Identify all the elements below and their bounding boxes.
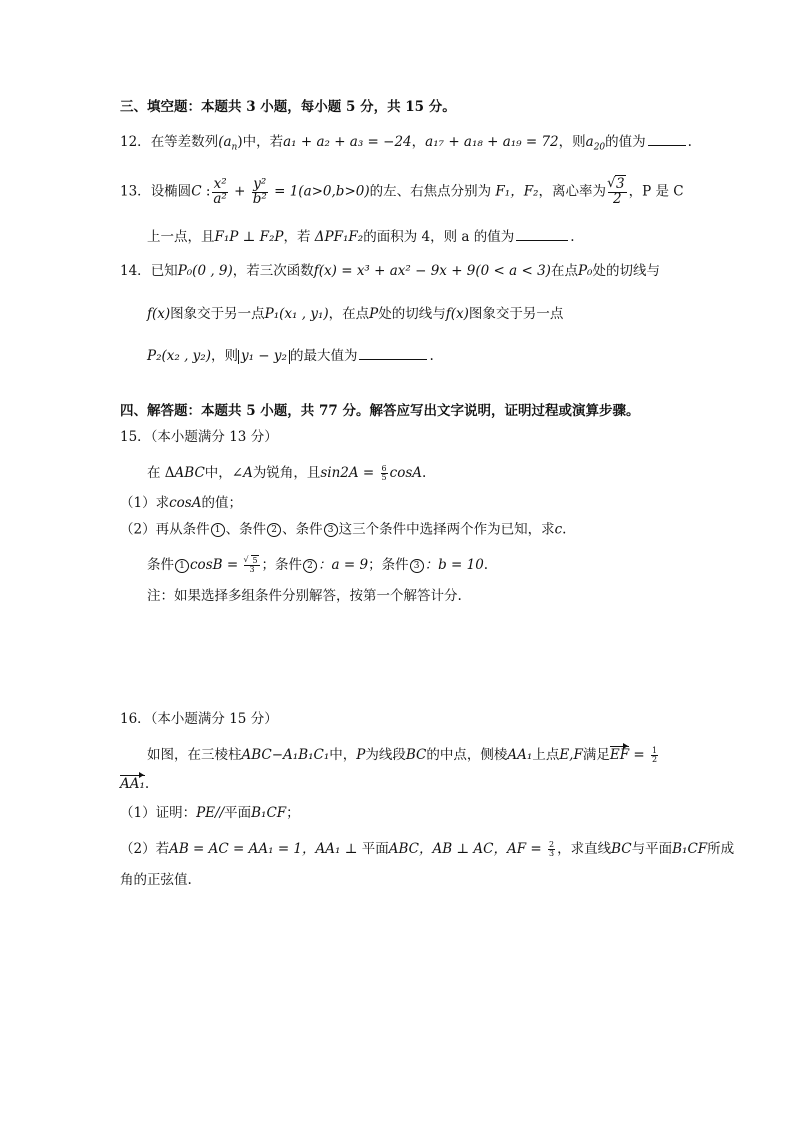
q14-l2-p: P (369, 306, 379, 322)
q16-s1: 如图，在三棱柱 (147, 747, 242, 763)
q14-l2-f: f(x) (147, 306, 171, 322)
q13-text4: ，P 是 C (628, 183, 684, 200)
condition-1-badge: 1 (211, 523, 225, 537)
q12-seq-close: ) (237, 134, 243, 150)
q16-p2-frac (548, 841, 555, 858)
q13-triangle: ΔPF₁F₂ (310, 229, 364, 245)
q15-cond-a: ：a = 9 (318, 557, 369, 573)
question-14-line3 (147, 350, 434, 364)
condition-3-badge-2: 3 (410, 559, 424, 573)
q12-target: a (585, 134, 594, 150)
condition-2-badge: 2 (267, 523, 281, 537)
q13-text2: 的左、右焦点分别为 (369, 183, 492, 200)
q15-part2 (120, 523, 566, 537)
q14-l2-f2: f(x) (445, 306, 469, 322)
q16-stem-line2 (120, 778, 149, 792)
q16-fn: 1 (651, 746, 658, 755)
q16-BC: BC (405, 747, 427, 763)
q16-p1-t2: 平面 (224, 805, 252, 821)
q13-fy-den: b² (252, 190, 267, 207)
q15-p1: （1）求 (120, 495, 170, 511)
section4-heading: 四、解答题：本题共 5 小题，共 77 分。解答应写出文字说明，证明过程或演算步骤。 (120, 403, 640, 419)
q16-p2-plane: B₁CF (672, 841, 708, 857)
q13-foci: F₁，F₂ (491, 183, 539, 200)
q12-text2: 中，若 (242, 134, 284, 150)
q13-colon: : (201, 183, 211, 200)
q15-cond-t1: 条件 (147, 557, 174, 573)
q14-p1: P₁(x₁ , y₁) (264, 306, 329, 322)
condition-1-badge-2: 1 (175, 559, 189, 573)
question-13 (120, 178, 684, 206)
q15-fd: 5 (381, 473, 387, 482)
q15-cond-cos: cosB = (190, 557, 243, 573)
q15-p2-t2: 、条件 (225, 521, 267, 538)
q13-end: . (570, 229, 575, 245)
q16-AA1: AA₁ (507, 747, 533, 763)
q15-sin: sin2A (320, 465, 359, 481)
q14-p2: P₂(x₂ , y₂) (147, 348, 211, 364)
q13-answer-blank[interactable] (516, 239, 568, 241)
q16-p2-t4: 与平面 (631, 841, 673, 857)
q12-text: 在等差数列 (150, 134, 219, 150)
question-12 (120, 134, 692, 153)
q12-seq-sub: n (231, 142, 238, 153)
q14-end: . (429, 348, 434, 364)
q13-l2-text: 上一点，且 (147, 229, 215, 245)
section3-heading: 三、填空题：本题共 3 小题，每小题 5 分，共 15 分。 (120, 99, 456, 115)
q15-abc: ABC (174, 465, 205, 481)
q15-conditions (147, 557, 488, 574)
condition-3-badge: 3 (324, 523, 338, 537)
q15-cond-den: 3 (249, 565, 255, 574)
q13-l2-text3: 的面积为 4，则 a 的值为 (363, 229, 515, 245)
q14-l2-text4: 图象交于另一点 (468, 306, 564, 322)
q14-text3: 在点 (550, 263, 578, 279)
q15-p2-t3: 、条件 (282, 521, 323, 538)
q13-frac-x (212, 178, 227, 206)
q15-cond-frac (244, 557, 259, 574)
q12-cond1: a₁ + a₂ + a₃ = −24 (283, 134, 412, 150)
q16-stem (147, 747, 660, 764)
q16-p2-m1: AB = AC = AA₁ = 1，AA₁ ⊥ (169, 841, 362, 857)
q16-p2-fn: 2 (549, 840, 555, 849)
q16-s1-t4: 的中点，侧棱 (426, 747, 508, 763)
q13-l2-text2: ，若 (283, 229, 311, 245)
condition-2-badge-2: 2 (303, 559, 317, 573)
q16-part2-line2: 角的正弦值. (120, 872, 192, 888)
q13-cname: C (191, 183, 202, 200)
q13-perp: F₁P ⊥ F₂P (214, 229, 284, 245)
q16-part1 (120, 807, 300, 821)
q16-P: P (356, 747, 366, 763)
q15-s1-t2: 中，∠ (204, 465, 244, 481)
q16-p2-t5: 所成 (707, 841, 735, 857)
q14-l2-text: 图象交于另一点 (170, 306, 265, 322)
q15-cond-sq: 5 (252, 556, 258, 565)
q15-eq: = (358, 465, 379, 481)
q12-text4: 的值为 (605, 134, 646, 150)
q14-text2: ，若三次函数 (232, 263, 314, 279)
q16-p2-t3: ，求直线 (557, 841, 612, 857)
question-14 (120, 265, 660, 279)
q15-s1-t3: 为锐角，且 (252, 465, 321, 481)
q16-s1-t3: 为线段 (365, 747, 406, 763)
q16-vec-AA1: AA₁ (120, 776, 145, 792)
q15-fn: 6 (381, 464, 387, 473)
question-13-line2 (147, 231, 575, 245)
q16-vec-EF: EF (609, 747, 630, 763)
q15-s1: 在 Δ (147, 465, 175, 481)
q15-p2: （2）再从条件 (120, 521, 210, 538)
q15-frac (381, 465, 388, 482)
q14-text: 已知 (150, 263, 178, 279)
q15-cond-t3: ；条件 (368, 557, 409, 573)
q12-answer-blank[interactable] (648, 144, 686, 146)
q14-p0: P₀(0 , 9) (177, 263, 233, 279)
q15-cos: cosA (389, 465, 423, 481)
q16-s1-t6: 满足 (582, 747, 610, 763)
q15-cond-t2: ；条件 (261, 557, 303, 573)
q15-note: 注：如果选择多组条件分别解答，按第一个解答计分. (147, 588, 462, 604)
q16-p1-end: ； (286, 805, 300, 821)
q14-answer-blank[interactable] (359, 358, 427, 360)
q16-eq: = (629, 747, 649, 763)
q16-p1: （1）证明： (120, 805, 197, 821)
q15-p1-end: 的值； (201, 495, 242, 511)
q14-l3-text: ，则 (210, 348, 238, 364)
q16-p2-BC: BC (611, 841, 632, 857)
q16-p2: （2）若 (120, 841, 170, 857)
question-14-line2 (147, 308, 563, 322)
q15-cond-b: ：b = 10 (424, 557, 484, 573)
q13-frac-e (608, 178, 627, 206)
q13-plus: + (229, 183, 250, 200)
q14-absval: y₁ − y₂ (238, 350, 290, 364)
q13-number: 13． (120, 183, 151, 200)
q12-end: . (687, 134, 692, 150)
q16-part2 (120, 841, 734, 858)
q14-l2-text2: ，在点 (328, 306, 370, 322)
q13-fx-num: x² (213, 176, 227, 192)
q13-text3: ，离心率为 (538, 183, 606, 200)
q12-cond2: a₁₇ + a₁₈ + a₁₉ = 72 (425, 134, 559, 150)
q16-prism: ABC−A₁B₁C₁ (241, 747, 330, 763)
q12-number: 12． (120, 134, 151, 150)
q16-s2-end: . (144, 776, 150, 792)
q13-eq: = 1(a>0,b>0) (269, 183, 370, 200)
q16-p1-plane: B₁CF (251, 805, 287, 821)
q14-l3-text2: 的最大值为 (289, 348, 358, 364)
q12-target-sub: 20 (593, 142, 606, 153)
q14-p0b: P₀ (577, 263, 593, 279)
q16-p2-m2: ABC，AB ⊥ AC，AF = (388, 841, 547, 857)
q16-frac (651, 747, 658, 764)
q15-p2-c: c (554, 521, 563, 538)
q15-s1-end: . (422, 465, 427, 481)
question-16: 16．（本小题满分 15 分） (120, 711, 278, 727)
q13-e-den: 2 (612, 190, 622, 207)
q12-seq: (a (218, 134, 232, 150)
q13-fx-den: a² (213, 190, 227, 207)
q14-func: f(x) = x³ + ax² − 9x + 9(0 < a < 3) (313, 263, 551, 279)
q13-text: 设椭圆 (150, 183, 192, 200)
q15-p2-end: . (562, 521, 567, 538)
q12-text3: ，则 (558, 134, 586, 150)
q15-cond-end: . (483, 557, 489, 573)
q14-number: 14． (120, 263, 151, 279)
q15-stem (147, 465, 426, 482)
q16-s1-t2: 中， (329, 747, 357, 763)
q14-text4: 处的切线与 (592, 263, 660, 279)
question-15: 15．（本小题满分 13 分） (120, 429, 278, 445)
q14-l2-text3: 处的切线与 (378, 306, 446, 322)
q16-p2-t2: 平面 (361, 841, 389, 857)
q15-p1-cos: cosA (169, 495, 202, 511)
q15-part1 (120, 497, 242, 511)
q16-p1-m: PE// (196, 805, 225, 821)
q16-s1-t5: 上点 (532, 747, 560, 763)
q13-fy-num: y² (253, 176, 267, 192)
q15-p2-t4: 这三个条件中选择两个作为已知，求 (338, 521, 555, 538)
q16-EF: E,F (559, 747, 583, 763)
q13-e-num: 3 (615, 176, 625, 192)
q16-fd: 2 (651, 755, 658, 764)
q12-sep: ， (411, 134, 426, 150)
q16-p2-fd: 3 (549, 849, 555, 858)
q15-A: A (243, 465, 253, 481)
q13-frac-y (252, 178, 268, 206)
